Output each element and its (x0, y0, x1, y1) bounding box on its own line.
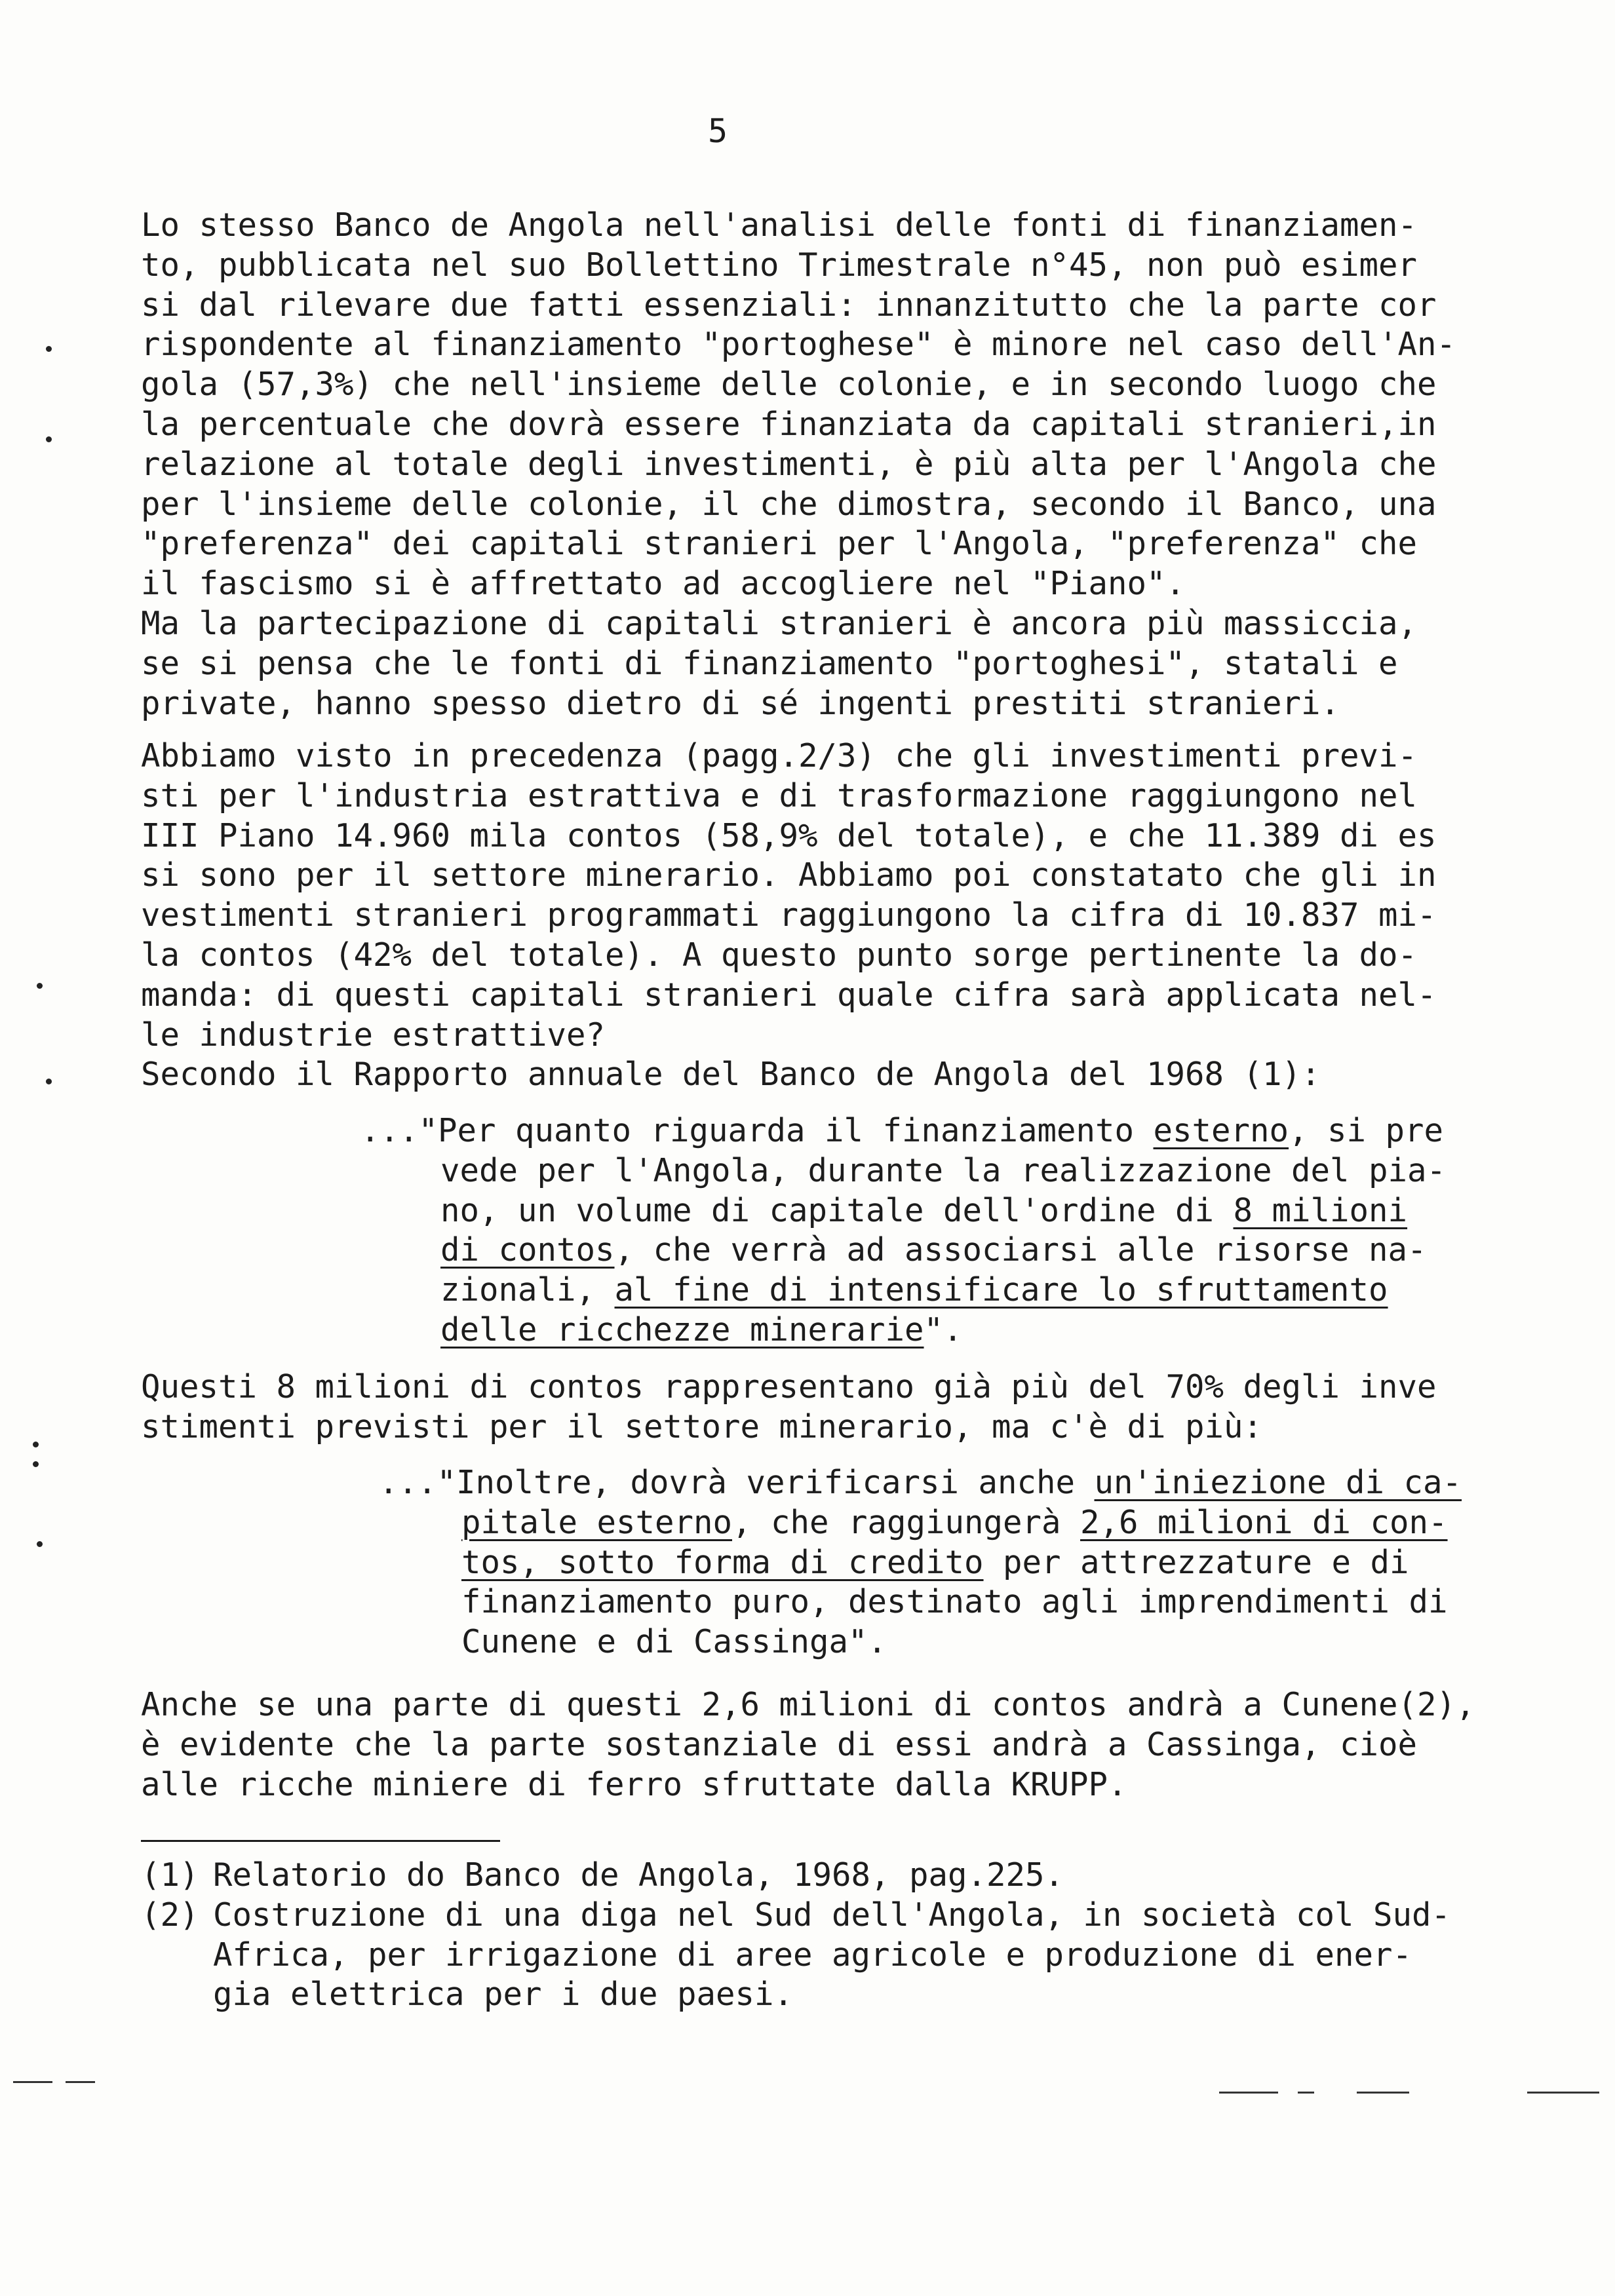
quote-line: di contos, che verrà ad associarsi alle risorse na- (440, 1231, 1427, 1269)
text-line: Ma la partecipazione di capitali stranieri è ancora più massiccia, (141, 604, 1418, 642)
edge-mark (1527, 2092, 1599, 2094)
text-line: Questi 8 milioni di contos rappresentano già più del 70% degli inve (141, 1368, 1437, 1406)
text-line: la contos (42% del totale). A questo punto sorge pertinente la do- (141, 936, 1418, 974)
quote-line: zionali, al fine di intensificare lo sfruttamento (440, 1271, 1388, 1309)
text-line: III Piano 14.960 mila contos (58,9% del totale), e che 11.389 di es (141, 816, 1437, 854)
text-line: se si pensa che le fonti di finanziamento "portoghesi", statali e (141, 644, 1398, 682)
text-line: sti per l'industria estrattiva e di trasformazione raggiungono nel (141, 776, 1418, 814)
margin-dot (37, 1541, 43, 1547)
quote-line: no, un volume di capitale dell'ordine di 8 milioni (440, 1191, 1408, 1229)
text-line: è evidente che la parte sostanziale di essi andrà a Cassinga, cioè (141, 1725, 1418, 1763)
margin-dot (37, 983, 43, 989)
text-line: rispondente al finanziamento "portoghese" è minore nel caso dell'An- (141, 326, 1456, 364)
footnote-line: Africa, per irrigazione di aree agricole e produzione di ener- (213, 1936, 1412, 1974)
edge-mark (13, 2081, 52, 2083)
text-line: Secondo il Rapporto annuale del Banco de Angola del 1968 (1): (141, 1056, 1321, 1094)
text-line: si dal rilevare due fatti essenziali: innanzitutto che la parte cor (141, 286, 1437, 324)
underlined-text: tos, sotto forma di credito (461, 1543, 984, 1581)
text-line: per l'insieme delle colonie, il che dimostra, secondo il Banco, una (141, 485, 1437, 523)
footnote-2 (141, 1896, 1450, 2015)
text-line: le industrie estrattive? (141, 1016, 606, 1054)
text-line: relazione al totale degli investimenti, è più alta per l'Angola che (141, 445, 1437, 483)
footnote-line: Relatorio do Banco de Angola, 1968, pag.225. (213, 1856, 1064, 1894)
underlined-text: 2,6 milioni di con- (1080, 1503, 1448, 1541)
margin-dot (46, 346, 52, 352)
text-line: vestimenti stranieri programmati raggiungono la cifra di 10.837 mi- (141, 896, 1437, 934)
text-line: Lo stesso Banco de Angola nell'analisi delle fonti di finanziamen- (141, 206, 1418, 244)
paragraph-banco-de-angola (141, 206, 1456, 723)
text-line: "preferenza" dei capitali stranieri per l'Angola, "preferenza" che (141, 525, 1418, 563)
paragraph-anche-se (141, 1685, 1475, 1805)
paragraph-abbiamo-visto (141, 737, 1437, 1095)
quote-line: ..."Inoltre, dovrà verificarsi anche un'iniezione di ca- (379, 1464, 1462, 1501)
margin-dot (33, 1461, 39, 1467)
underlined-text: esterno (1153, 1112, 1289, 1149)
footnote-line: Costruzione di una diga nel Sud dell'Angola, in società col Sud- (213, 1896, 1451, 1934)
quote-line: delle ricchezze minerarie". (440, 1311, 963, 1349)
text-line: alle ricche miniere di ferro sfruttate dalla KRUPP. (141, 1765, 1127, 1803)
paragraph-questi-8-milioni (141, 1368, 1437, 1447)
text-line: stimenti previsti per il settore minerario, ma c'è di più: (141, 1407, 1263, 1445)
text-line: Abbiamo visto in precedenza (pagg.2/3) che gli investimenti previ- (141, 737, 1418, 775)
text-line: private, hanno spesso dietro di sé ingenti prestiti stranieri. (141, 684, 1340, 722)
quotation-rapporto-annuale (360, 1111, 1446, 1350)
margin-dot (46, 436, 52, 442)
edge-mark (1219, 2092, 1278, 2094)
quote-line: finanziamento puro, destinato agli imprendimenti di (461, 1583, 1448, 1621)
underlined-text: delle ricchezze minerarie (440, 1311, 924, 1349)
footnote-divider (141, 1840, 500, 1842)
quote-line: tos, sotto forma di credito per attrezzature e di (461, 1543, 1409, 1581)
footnote-1 (141, 1856, 1450, 1896)
edge-mark (66, 2081, 95, 2083)
quote-line: Cunene e di Cassinga". (461, 1623, 887, 1661)
text-line: la percentuale che dovrà essere finanziata da capitali stranieri,in (141, 405, 1437, 443)
page-number: 5 (708, 112, 728, 150)
quotation-inoltre (379, 1463, 1462, 1662)
underlined-text: un'iniezione di ca- (1094, 1464, 1462, 1501)
text-line: si sono per il settore minerario. Abbiamo poi constatato che gli in (141, 856, 1437, 894)
underlined-text: 8 milioni (1233, 1191, 1408, 1229)
quote-line: vede per l'Angola, durante la realizzazione del pia- (440, 1151, 1447, 1189)
footnote-line: gia elettrica per i due paesi. (213, 1976, 794, 2014)
footnote-mark: (2) (141, 1896, 199, 1934)
text-line: il fascismo si è affrettato ad accogliere nel "Piano". (141, 565, 1186, 603)
edge-mark (1357, 2092, 1409, 2094)
quote-line: ..."Per quanto riguarda il finanziamento esterno, si pre (360, 1112, 1444, 1149)
edge-mark (1298, 2092, 1314, 2094)
underlined-text: pitale esterno (461, 1503, 733, 1541)
margin-dot (33, 1442, 39, 1447)
text-line: gola (57,3%) che nell'insieme delle colonie, e in secondo luogo che (141, 366, 1437, 404)
underlined-text: al fine di intensificare lo sfruttamento (614, 1271, 1388, 1309)
margin-dot (46, 1079, 52, 1084)
text-line: Anche se una parte di questi 2,6 milioni di contos andrà a Cunene(2), (141, 1686, 1475, 1723)
text-line: to, pubblicata nel suo Bollettino Trimestrale n°45, non può esimer (141, 246, 1418, 284)
footnotes (141, 1856, 1450, 2015)
quote-line: pitale esterno, che raggiungerà 2,6 milioni di con- (461, 1503, 1448, 1541)
text-line: manda: di questi capitali stranieri quale cifra sarà applicata nel- (141, 976, 1437, 1014)
footnote-mark: (1) (141, 1856, 199, 1894)
underlined-text: di contos (440, 1231, 615, 1269)
